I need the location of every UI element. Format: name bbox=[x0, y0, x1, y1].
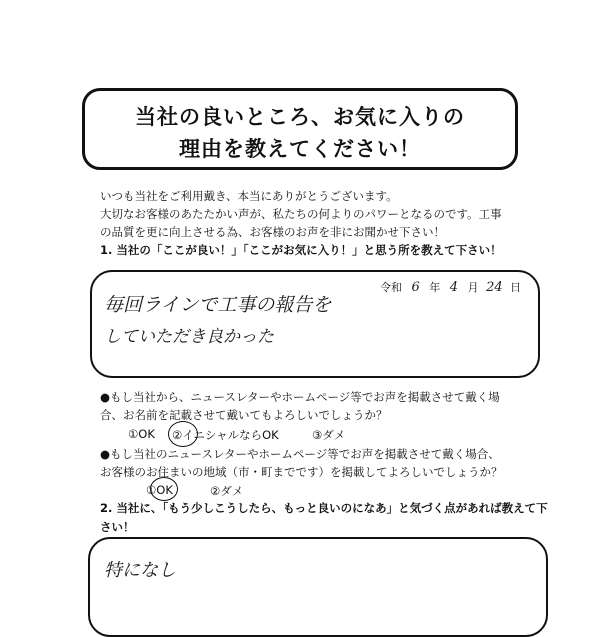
consent-2-option-ok[interactable]: ①OK bbox=[146, 483, 173, 497]
consent-2-line-1: ●もし当社のニュースレターやホームページ等でお声を掲載させて戴く場合、 bbox=[100, 447, 500, 461]
intro-line-1: いつも当社をご利用戴き、本当にありがとうございます。 bbox=[100, 189, 398, 203]
consent-1-option-ok[interactable]: ①OK bbox=[128, 427, 155, 441]
consent-2-line-2: お客様のお住まいの地域（市・町までです）を掲載してよろしいでしょうか？ bbox=[100, 465, 503, 479]
question-2-line-1: 2. 当社に、「もう少しこうしたら、もっと良いのになあ」と気づく点があれば教えて下 bbox=[100, 501, 548, 515]
date-year-label: 年 bbox=[429, 281, 441, 294]
date-era-label: 令和 bbox=[380, 281, 402, 294]
question-2-line-2: さい！ bbox=[100, 520, 135, 534]
consent-1-option-no[interactable]: ③ダメ bbox=[312, 428, 346, 442]
title-line-1: 当社の良いところ、お気に入りの bbox=[135, 105, 465, 129]
intro-line-2: 大切なお客様のあたたかい声が、私たちの何よりのパワーとなるのです。工事 bbox=[100, 207, 502, 221]
intro-line-3: の品質を更に向上させる為、お客様のお声を非にお聞かせ下さい！ bbox=[100, 225, 445, 239]
question-1: 1. 当社の「ここが良い！」「ここがお気に入り！」と思う所を教えて下さい！ bbox=[100, 243, 502, 257]
date-month-label: 月 bbox=[467, 281, 479, 294]
answer-1-line-2: していただき良かった bbox=[104, 327, 274, 347]
consent-1-line-1: ●もし当社から、ニュースレターやホームページ等でお声を掲載させて戴く場 bbox=[100, 390, 500, 404]
date-field bbox=[380, 279, 521, 295]
question-2 bbox=[100, 500, 548, 535]
date-year: 6 bbox=[411, 280, 420, 295]
selection-circle bbox=[150, 477, 178, 501]
consent-2-option-no[interactable]: ②ダメ bbox=[210, 484, 244, 498]
consent-1-line-2: 合、お名前を記載させて戴いてもよろしいでしょうか？ bbox=[100, 408, 388, 422]
date-month: 4 bbox=[449, 280, 459, 295]
consent-1-option-initials[interactable]: ②イニシャルならOK bbox=[172, 428, 279, 442]
answer-2-box bbox=[88, 537, 548, 637]
answer-1-line-1: 毎回ラインで工事の報告を bbox=[104, 294, 332, 316]
answer-2-text: 特になし bbox=[104, 560, 176, 581]
title-box bbox=[82, 88, 518, 170]
title-line-2: 理由を教えてください！ bbox=[179, 137, 421, 161]
selection-circle bbox=[168, 421, 198, 447]
date-day: 24 bbox=[486, 280, 503, 295]
date-day-label: 日 bbox=[510, 281, 522, 294]
intro-text bbox=[100, 187, 502, 241]
